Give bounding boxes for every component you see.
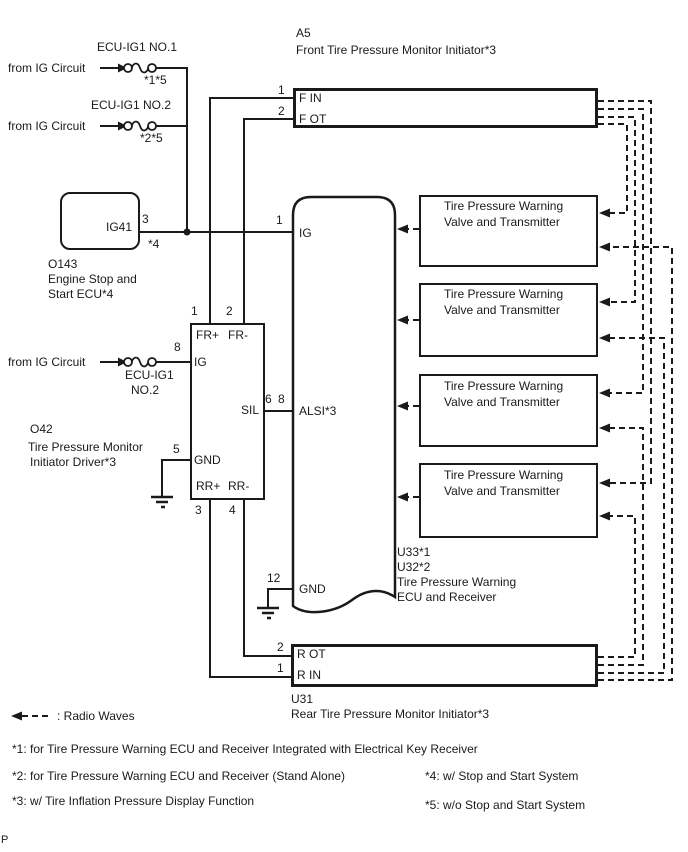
fuse-icon: [124, 122, 156, 131]
front-initiator-code: A5: [296, 26, 311, 40]
radio-arrow-icon: [599, 512, 610, 521]
fuse-note: *2*5: [140, 131, 163, 145]
dash-front-to-valve2: [598, 117, 635, 302]
wire-driver-gnd: [162, 460, 190, 496]
radio-arrow-icon: [599, 389, 610, 398]
pin-label-alsi: ALSI*3: [299, 404, 337, 418]
pin-number: 2: [226, 304, 233, 318]
fuse-note: *1*5: [144, 73, 167, 87]
fuse-label: ECU-IG1 NO.2: [91, 98, 172, 112]
o143-code: O143: [48, 257, 78, 271]
pin-number: 1: [191, 304, 198, 318]
from-ig-label: from IG Circuit: [8, 119, 86, 133]
footnote: *5: w/o Stop and Start System: [425, 798, 586, 812]
rear-initiator-code: U31: [291, 692, 314, 706]
pin-number: 1: [276, 213, 283, 227]
radio-arrow-icon: [599, 298, 610, 307]
dash-rear-to-valve2: [598, 338, 664, 673]
dash-front-to-valve3: [598, 109, 643, 393]
pin-number: 12: [267, 571, 281, 585]
valve-label: Valve and Transmitter: [444, 395, 560, 409]
valve-label: Tire Pressure Warning: [444, 379, 564, 393]
wire-fot-frminus: [244, 119, 293, 323]
front-initiator-box: [293, 88, 598, 128]
footnote: *1: for Tire Pressure Warning ECU and Receiver Integrated with Electrical Key Receiver: [12, 742, 478, 756]
o143-name: Start ECU*4: [48, 287, 114, 301]
rear-initiator-name: Rear Tire Pressure Monitor Initiator*3: [291, 707, 490, 721]
pin-label-rrplus: RR+: [196, 479, 221, 493]
dash-rear-to-valve1: [598, 247, 672, 680]
ecu-name: ECU and Receiver: [397, 590, 497, 604]
o42-name: Initiator Driver*3: [30, 455, 117, 469]
pin-label-sil: SIL: [240, 403, 259, 417]
fuse-icon: [124, 358, 156, 367]
front-initiator-name: Front Tire Pressure Monitor Initiator*3: [296, 43, 497, 57]
pin-label-frminus: FR-: [228, 328, 248, 342]
legend-label: : Radio Waves: [57, 709, 135, 723]
pin-number: 8: [278, 392, 285, 406]
pin-number: 4: [229, 503, 236, 517]
pin-number: 1: [277, 661, 284, 675]
o42-code: O42: [30, 422, 53, 436]
from-ig-label: from IG Circuit: [8, 355, 86, 369]
pin-label-frplus: FR+: [196, 328, 220, 342]
page-corner-mark: P: [1, 834, 9, 846]
ecu-name: Tire Pressure Warning: [397, 575, 517, 589]
radio-arrow-icon: [397, 316, 408, 325]
fuse-label: ECU-IG1 NO.1: [97, 40, 178, 54]
valve-label: Valve and Transmitter: [444, 303, 560, 317]
pin-number: 3: [142, 212, 149, 226]
pin-label-fot: F OT: [299, 112, 327, 126]
footnote: *2: for Tire Pressure Warning ECU and Receiver (Stand Alone): [12, 769, 346, 783]
o42-name: Tire Pressure Monitor: [28, 440, 143, 454]
radio-arrow-icon: [599, 209, 610, 218]
pin-label-fin: F IN: [299, 91, 322, 105]
pin-label-gnd: GND: [299, 582, 326, 596]
footnote: *3: w/ Tire Inflation Pressure Display Function: [12, 794, 255, 808]
ig41-label: IG41: [105, 220, 132, 234]
wire-note: *4: [148, 237, 160, 251]
valve-label: Tire Pressure Warning: [444, 287, 564, 301]
junction-dot: [184, 229, 191, 236]
valve-label: Valve and Transmitter: [444, 215, 560, 229]
pin-number: 1: [278, 83, 285, 97]
radio-arrow-icon: [599, 334, 610, 343]
fuse-icon: [124, 64, 156, 73]
radio-arrow-icon: [397, 225, 408, 234]
pin-label-rot: R OT: [297, 647, 326, 661]
pin-number: 8: [174, 340, 181, 354]
radio-arrow-icon: [599, 243, 610, 252]
radio-arrow-icon: [397, 402, 408, 411]
pin-label-ig: IG: [299, 226, 312, 240]
from-ig-label: from IG Circuit: [8, 61, 86, 75]
radio-arrow-icon: [599, 479, 610, 488]
o143-name: Engine Stop and: [48, 272, 137, 286]
valve-label: Tire Pressure Warning: [444, 468, 564, 482]
fuse-label: NO.2: [131, 383, 160, 397]
radio-arrow-icon: [599, 424, 610, 433]
ground-icon: [257, 608, 279, 618]
pin-label-gnd: GND: [194, 453, 221, 467]
valve-label: Tire Pressure Warning: [444, 199, 564, 213]
pin-label-ig: IG: [194, 355, 207, 369]
wire-fin-frplus: [210, 98, 293, 323]
pin-label-rrminus: RR-: [228, 479, 250, 493]
pin-number: 6: [265, 392, 272, 406]
pin-number: 2: [278, 104, 285, 118]
fuse-label: ECU-IG1: [125, 368, 174, 382]
ecu-code: U32*2: [397, 560, 431, 574]
ecu-code: U33*1: [397, 545, 431, 559]
dash-rear-to-valve4: [598, 516, 635, 657]
radio-arrow-icon: [397, 493, 408, 502]
pin-number: 3: [195, 503, 202, 517]
dash-rear-to-valve3: [598, 428, 643, 665]
dash-front-to-valve1: [598, 124, 627, 213]
rear-initiator-box: [291, 644, 598, 687]
ground-icon: [151, 497, 173, 507]
wire-ecu-gnd: [268, 589, 293, 607]
pin-number: 2: [277, 640, 284, 654]
footnote: *4: w/ Stop and Start System: [425, 769, 579, 783]
pin-number: 5: [173, 442, 180, 456]
legend-arrow-icon: [11, 712, 22, 721]
pin-label-rin: R IN: [297, 668, 321, 682]
valve-label: Valve and Transmitter: [444, 484, 560, 498]
